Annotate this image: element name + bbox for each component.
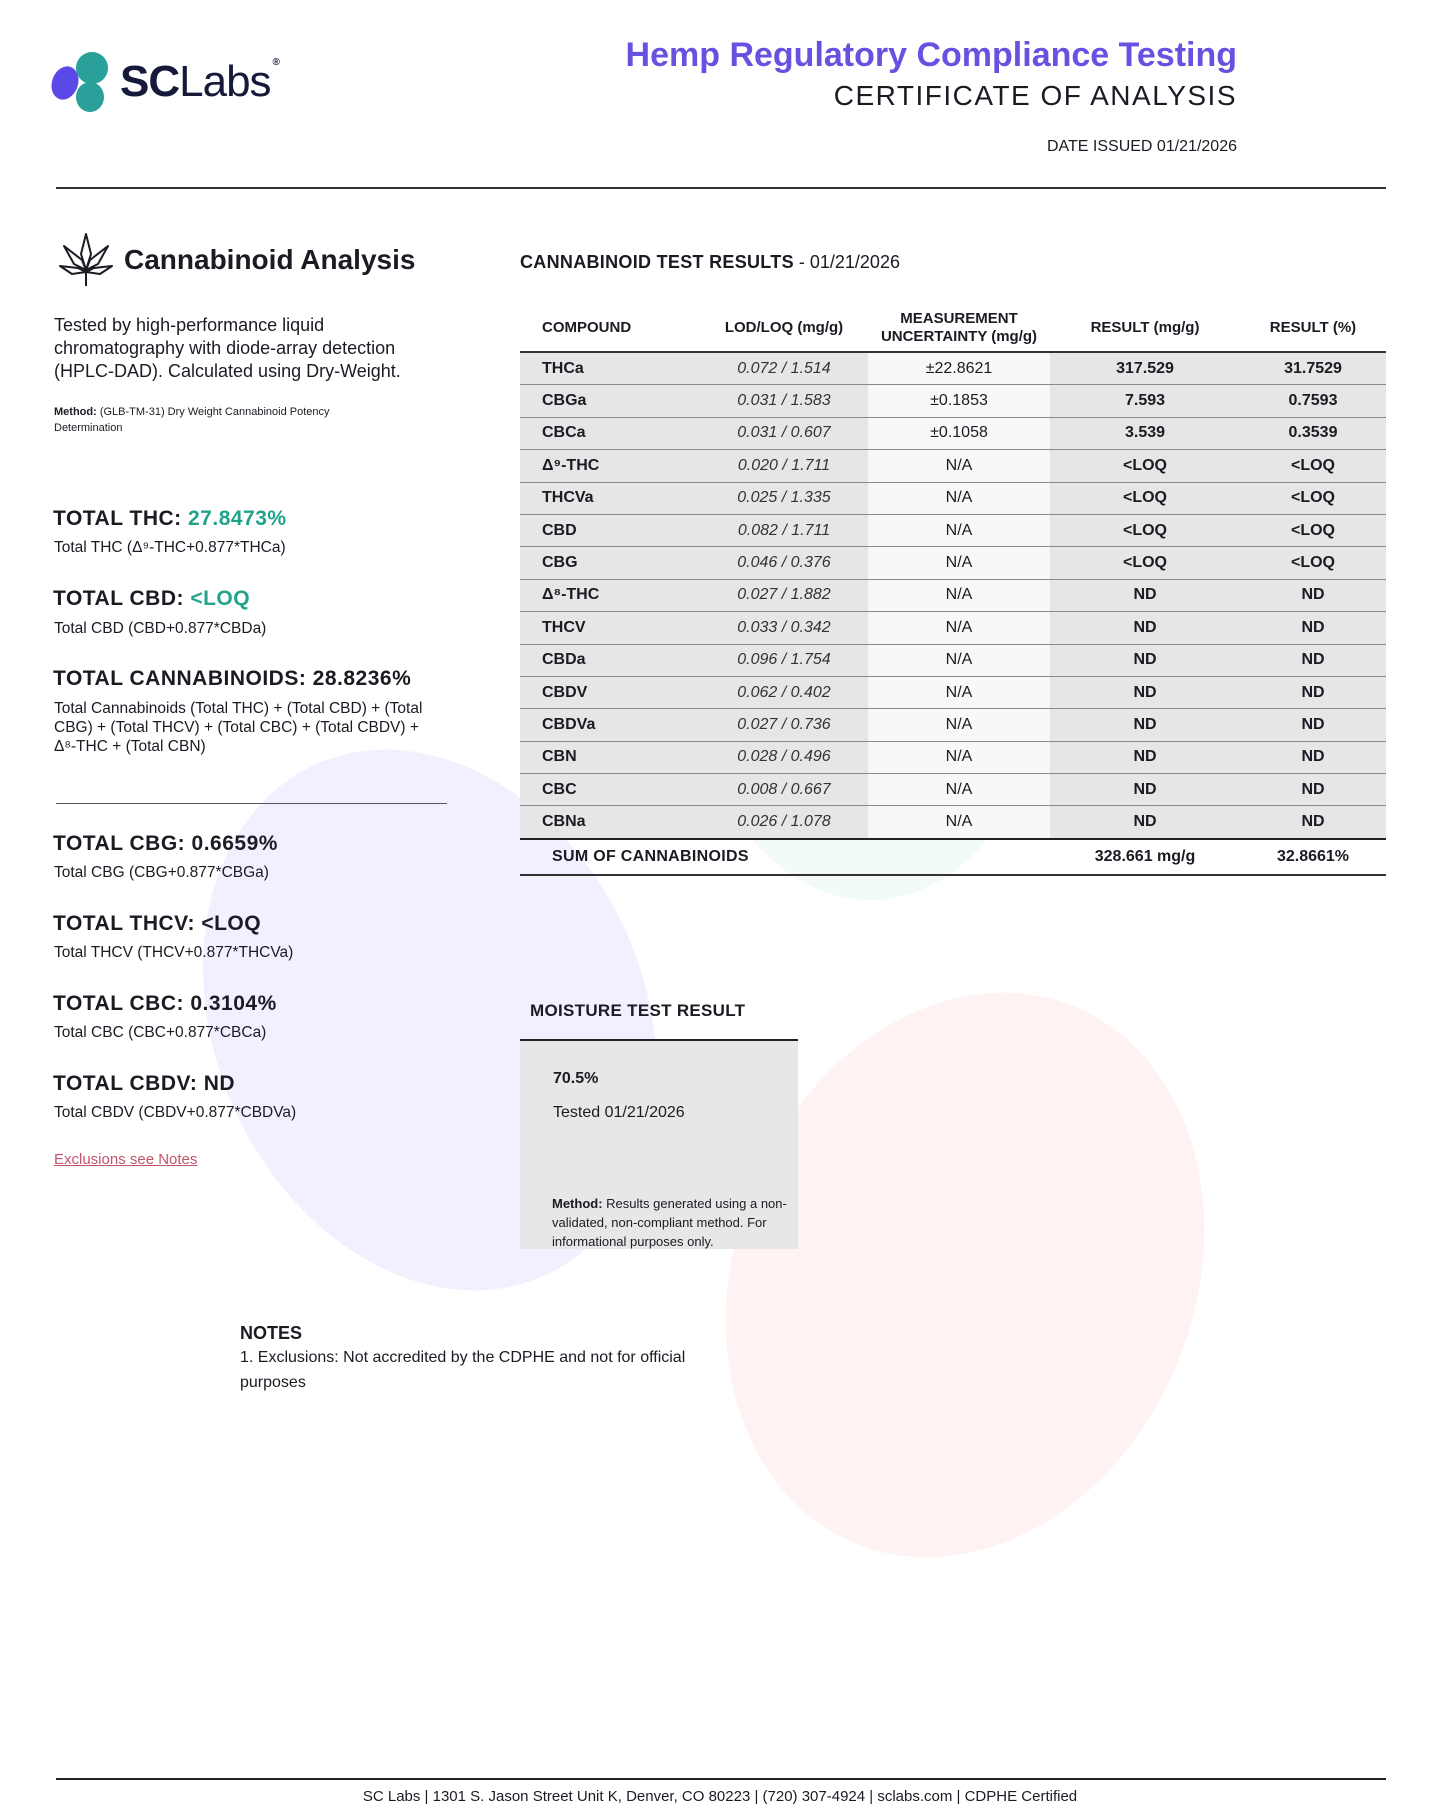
lod-loq-cell: 0.033 / 0.342 <box>737 618 831 636</box>
total-thcv-heading: TOTAL THCV: <LOQ <box>53 912 262 935</box>
table-row <box>520 547 1386 579</box>
test-results-title: CANNABINOID TEST RESULTS - 01/21/2026 <box>520 252 900 272</box>
compound-cell: Δ⁹-THC <box>542 456 600 474</box>
lod-loq-cell: 0.062 / 0.402 <box>737 683 831 701</box>
table-row <box>520 806 1386 839</box>
table-row <box>520 579 1386 611</box>
lod-loq-cell: 0.046 / 0.376 <box>737 554 831 572</box>
total-cbg-heading: TOTAL CBG: 0.6659% <box>53 832 278 855</box>
result-pct-cell: ND <box>1301 586 1325 604</box>
uncertainty-cell: N/A <box>868 644 1050 676</box>
result-pct-cell: ND <box>1301 813 1325 831</box>
table-row <box>520 612 1386 644</box>
total-cbdv-heading: TOTAL CBDV: ND <box>53 1072 236 1095</box>
lod-loq-cell: 0.096 / 1.754 <box>737 651 831 669</box>
logo-mark-icon <box>52 52 110 112</box>
result-pct-cell: 0.3539 <box>1288 424 1338 442</box>
cannabinoid-results-table <box>520 305 1386 876</box>
sum-pct: 32.8661% <box>1276 847 1350 865</box>
table-row <box>520 482 1386 514</box>
compound-cell: CBG <box>542 554 578 572</box>
result-pct-cell: ND <box>1301 715 1325 733</box>
table-row <box>520 709 1386 741</box>
total-thc-heading: TOTAL THC: 27.8473% <box>53 507 287 530</box>
total-cbg-formula: Total CBG (CBG+0.877*CBGa) <box>54 864 269 881</box>
notes-title: NOTES <box>240 1323 303 1343</box>
compound-cell: THCV <box>542 618 586 636</box>
analysis-description: Tested by high-performance liquid chromatography with diode-array detection (HPLC-DAD). Calculated using Dry-Weight. <box>54 315 401 381</box>
lod-loq-cell: 0.072 / 1.514 <box>737 359 831 377</box>
result-mg-cell: <LOQ <box>1122 456 1167 474</box>
col-header-compound: COMPOUND <box>542 319 632 336</box>
left-divider <box>56 803 447 804</box>
sum-label: SUM OF CANNABINOIDS <box>552 847 749 865</box>
result-mg-cell: ND <box>1133 683 1157 701</box>
total-thc-formula: Total THC (Δ⁹-THC+0.877*THCa) <box>54 539 286 556</box>
report-subtitle: CERTIFICATE OF ANALYSIS <box>833 80 1237 111</box>
result-pct-cell: ND <box>1301 651 1325 669</box>
compound-cell: THCa <box>542 359 584 377</box>
cannabinoid-analysis-title: Cannabinoid Analysis <box>124 244 416 275</box>
uncertainty-cell: N/A <box>868 450 1050 482</box>
result-mg-cell: 7.593 <box>1124 392 1166 410</box>
uncertainty-cell: N/A <box>868 774 1050 806</box>
result-pct-cell: ND <box>1301 683 1325 701</box>
sum-mg: 328.661 mg/g <box>1094 847 1196 865</box>
logo-wordmark: SCLabs ® <box>120 57 279 106</box>
result-pct-cell: <LOQ <box>1290 489 1335 507</box>
table-row <box>520 385 1386 417</box>
result-mg-cell: <LOQ <box>1122 489 1167 507</box>
table-row <box>520 676 1386 708</box>
col-header-lod-loq: LOD/LOQ (mg/g) <box>724 319 844 336</box>
result-mg-cell: 317.529 <box>1116 359 1174 377</box>
lod-loq-cell: 0.020 / 1.711 <box>737 456 831 474</box>
total-cbd-formula: Total CBD (CBD+0.877*CBDa) <box>54 620 267 637</box>
result-pct-cell: 31.7529 <box>1284 359 1342 377</box>
result-pct-cell: ND <box>1301 618 1325 636</box>
compound-cell: CBNa <box>542 813 586 831</box>
result-pct-cell: <LOQ <box>1290 521 1335 539</box>
lod-loq-cell: 0.008 / 0.667 <box>737 780 831 798</box>
background-blob-pink <box>643 920 1287 1630</box>
total-thcv-formula: Total THCV (THCV+0.877*THCVa) <box>54 944 294 961</box>
lod-loq-cell: 0.082 / 1.711 <box>737 521 831 539</box>
result-mg-cell: 3.539 <box>1124 424 1166 442</box>
cannabis-leaf-icon <box>58 230 114 288</box>
analysis-method: Method: (GLB-TM-31) Dry Weight Cannabinoid Potency Determination <box>54 406 330 434</box>
lod-loq-cell: 0.028 / 0.496 <box>737 748 831 766</box>
compound-cell: CBD <box>542 521 577 539</box>
compound-cell: Δ⁸-THC <box>542 586 600 604</box>
report-title: Hemp Regulatory Compliance Testing <box>625 36 1237 74</box>
result-mg-cell: ND <box>1133 586 1157 604</box>
result-pct-cell: 0.7593 <box>1288 392 1338 410</box>
moisture-title: MOISTURE TEST RESULT <box>530 1001 746 1020</box>
header-divider <box>56 187 1386 189</box>
total-cbc-heading: TOTAL CBC: 0.3104% <box>53 992 277 1015</box>
compound-cell: THCVa <box>542 489 594 507</box>
result-pct-cell: <LOQ <box>1290 554 1335 572</box>
lod-loq-cell: 0.027 / 1.882 <box>737 586 831 604</box>
moisture-tested-date: Tested 01/21/2026 <box>553 1104 685 1121</box>
compound-cell: CBDV <box>542 683 588 701</box>
result-mg-cell: <LOQ <box>1122 554 1167 572</box>
uncertainty-cell: ±0.1853 <box>868 385 1050 417</box>
uncertainty-cell: N/A <box>868 482 1050 514</box>
sum-row <box>520 839 1386 875</box>
total-cannabinoids-formula: Total Cannabinoids (Total THC) + (Total CBD) + (Total CBG) + (Total THCV) + (Total CBC) + (Total CBDV) + Δ⁸-THC + (Total CBN) <box>54 700 423 755</box>
result-mg-cell: ND <box>1133 618 1157 636</box>
uncertainty-cell: N/A <box>868 612 1050 644</box>
result-mg-cell: ND <box>1133 715 1157 733</box>
moisture-value: 70.5% <box>553 1070 599 1087</box>
lod-loq-cell: 0.031 / 1.583 <box>737 392 831 410</box>
compound-cell: CBGa <box>542 392 587 410</box>
col-header-uncertainty: MEASUREMENT UNCERTAINTY (mg/g) <box>880 310 1038 345</box>
compound-cell: CBDa <box>542 651 586 669</box>
result-pct-cell: ND <box>1301 748 1325 766</box>
result-mg-cell: ND <box>1133 780 1157 798</box>
results-table-body <box>520 352 1386 839</box>
result-mg-cell: ND <box>1133 813 1157 831</box>
compound-cell: CBDVa <box>542 715 596 733</box>
uncertainty-cell: N/A <box>868 547 1050 579</box>
col-header-result-pct: RESULT (%) <box>1269 319 1357 336</box>
uncertainty-cell: N/A <box>868 514 1050 546</box>
result-pct-cell: ND <box>1301 780 1325 798</box>
uncertainty-cell: ±22.8621 <box>868 352 1050 385</box>
uncertainty-cell: N/A <box>868 709 1050 741</box>
lod-loq-cell: 0.026 / 1.078 <box>737 813 831 831</box>
moisture-method: Method: Results generated using a non-validated, non-compliant method. For informational purposes only. <box>552 1196 787 1249</box>
table-header-row <box>520 305 1386 352</box>
compound-cell: CBN <box>542 748 577 766</box>
table-row <box>520 774 1386 806</box>
table-row <box>520 417 1386 449</box>
compound-cell: CBCa <box>542 424 586 442</box>
result-mg-cell: ND <box>1133 651 1157 669</box>
lod-loq-cell: 0.025 / 1.335 <box>737 489 831 507</box>
table-row <box>520 352 1386 385</box>
uncertainty-cell: N/A <box>868 676 1050 708</box>
total-cannabinoids-heading: TOTAL CANNABINOIDS: 28.8236% <box>53 667 412 690</box>
total-cbd-heading: TOTAL CBD: <LOQ <box>53 587 251 610</box>
result-mg-cell: ND <box>1133 748 1157 766</box>
total-cbc-formula: Total CBC (CBC+0.877*CBCa) <box>54 1024 267 1041</box>
table-row <box>520 741 1386 773</box>
total-cbdv-formula: Total CBDV (CBDV+0.877*CBDVa) <box>54 1104 297 1121</box>
table-row <box>520 450 1386 482</box>
notes-text: 1. Exclusions: Not accredited by the CDPHE and not for official purposes <box>240 1349 686 1391</box>
table-row <box>520 644 1386 676</box>
col-header-result-mg: RESULT (mg/g) <box>1090 319 1200 336</box>
footer-divider <box>56 1778 1386 1780</box>
footer-text: SC Labs | 1301 S. Jason Street Unit K, Denver, CO 80223 | (720) 307-4924 | sclabs.com | CDPHE Certified <box>362 1788 1078 1805</box>
sc-labs-logo <box>52 52 279 112</box>
date-issued: DATE ISSUED 01/21/2026 <box>1046 138 1237 155</box>
result-mg-cell: <LOQ <box>1122 521 1167 539</box>
exclusions-link[interactable]: Exclusions see Notes <box>54 1151 198 1168</box>
compound-cell: CBC <box>542 780 577 798</box>
uncertainty-cell: N/A <box>868 741 1050 773</box>
lod-loq-cell: 0.027 / 0.736 <box>737 715 831 733</box>
table-row <box>520 514 1386 546</box>
result-pct-cell: <LOQ <box>1290 456 1335 474</box>
uncertainty-cell: N/A <box>868 579 1050 611</box>
uncertainty-cell: ±0.1058 <box>868 417 1050 449</box>
lod-loq-cell: 0.031 / 0.607 <box>737 424 831 442</box>
uncertainty-cell: N/A <box>868 806 1050 839</box>
